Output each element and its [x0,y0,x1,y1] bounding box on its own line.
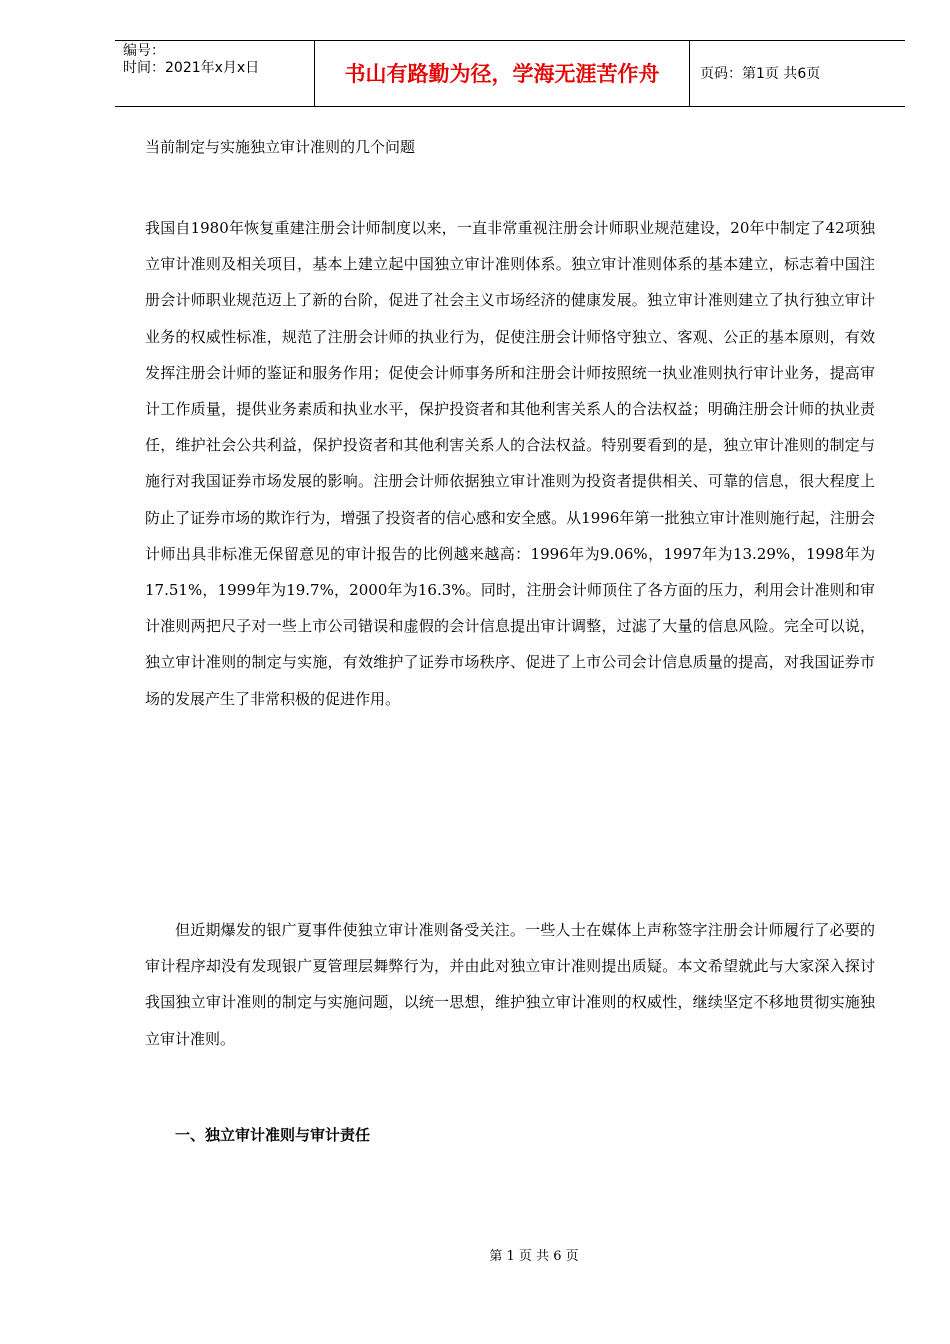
page-footer: 第 1 页 共 6 页 [489,1249,579,1264]
time-label: 时间：2021年x月x日 [123,60,260,76]
header-page-info: 页码：第1页 共6页 [700,66,821,82]
number-label: 编号： [123,43,165,59]
body-paragraph: 我国自1980年恢复重建注册会计师制度以来，一直非常重视注册会计师职业规范建设，20年中制定了42项独立审计准则及相关项目，基本上建立起中国独立审计准则体系。独立审计准则体系的基本建立，标志着中国注册会计师职业规范迈上了新的台阶，促进了社会主义市场经济的健康发展。独立审计准则建立了执行独立审计业务的权威性标准，规范了注册会计师的执业行为，促使注册会计师恪守独立、客观、公正的基本原则，有效发挥注册会计师的鉴证和服务作用；促使会计师事务所和注册会计师按照统一执业准则执行审计业务，提高审计工作质量，提供业务素质和执业水平，保护投资者和其他利害关系人的合法权益；明确注册会计师的执业责任，维护社会公共利益，保护投资者和其他利害关系人的合法权益。特别要看到的是，独立审计准则的制定与施行对我国证券市场发展的影响。注册会计师依据独立审计准则为投资者提供相关、可靠的信息，很大程度上防止了证券市场的欺诈行为，增强了投资者的信心感和安全感。从1996年第一批独立审计准则施行起，注册会计师出具非标准无保留意见的审计报告的比例越来越高：1996年为9.06%，1997年为13.29%，1998年为17.51%，1999年为19.7%，2000年为16.3%。同时，注册会计师顶住了各方面的压力，利用会计准则和审计准则两把尺子对一些上市公司错误和虚假的会计信息提出审计调整，过滤了大量的信息风险。完全可以说，独立审计准则的制定与实施，有效维护了证券市场秩序、促进了上市公司会计信息质量的提高，对我国证券市场的发展产生了非常积极的促进作用。 [145,219,875,708]
body-paragraph: 但近期爆发的银广夏事件使独立审计准则备受关注。一些人士在媒体上声称签字注册会计师履行了必要的审计程序却没有发现银广夏管理层舞弊行为，并由此对独立审计准则提出质疑。本文希望就此与大家深入探讨我国独立审计准则的制定与实施问题，以统一思想，维护独立审计准则的权威性，继续坚定不移地贯彻实施独立审计准则。 [145,921,875,1048]
document-header [115,40,905,107]
header-meta-cell [115,41,315,107]
section-heading: 一、独立审计准则与审计责任 [175,1126,371,1144]
header-motto: 书山有路勤为径，学海无涯苦作舟 [315,41,690,107]
document-title: 当前制定与实施独立审计准则的几个问题 [145,138,416,156]
